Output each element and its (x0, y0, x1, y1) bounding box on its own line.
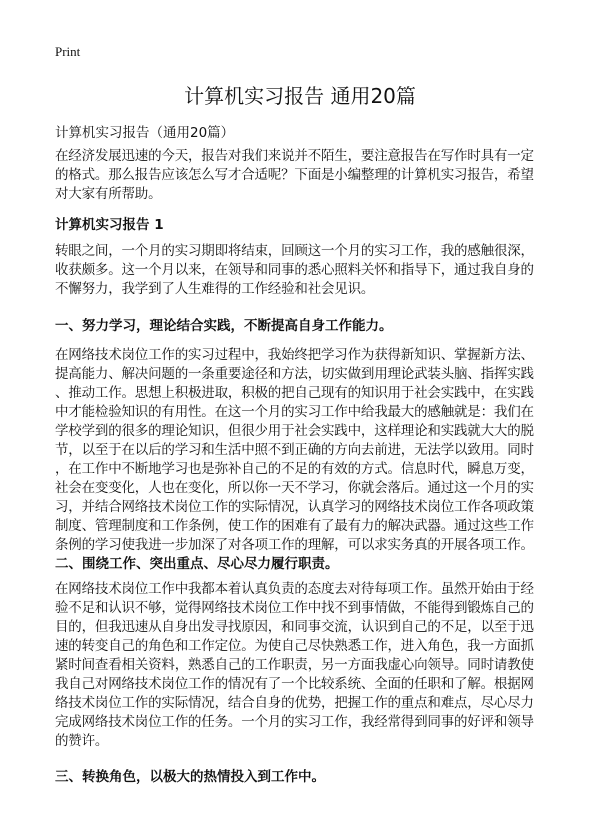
text-line: 不懈努力，我学到了人生难得的工作经验和社会见识。 (55, 281, 375, 297)
print-link[interactable]: Print (55, 44, 81, 59)
text-line: 节，以至于在以后的学习和生活中照不到正确的方向去前进，无法学以致用。同时 (55, 442, 534, 458)
text-line: 我自己对网络技术岗位工作的情况有了一个比较系统、全面的任职和了解。根据网 (55, 676, 534, 692)
section3-heading: 三、转换角色，以极大的热情投入到工作中。 (55, 769, 325, 785)
text-line: 转眼之间，一个月的实习期即将结束，回顾这一个月的实习工作，我的感触很深， (55, 243, 534, 259)
text-line: 中才能检验知识的有用性。在这一个月的实习工作中给我最大的感触就是：我们在 (55, 404, 534, 420)
text-line: 紧时间查看相关资料，熟悉自己的工作职责，另一方面我虚心向领导。同时请教使 (55, 657, 534, 673)
text-line: 验不足和认识不够，觉得网络技术岗位工作中找不到事情做，不能得到锻炼自己的 (55, 600, 534, 616)
text-line: 完成网络技术岗位工作的任务。一个月的实习工作，我经常得到同事的好评和领导 (55, 714, 534, 730)
document-subtitle: 计算机实习报告（通用20篇） (55, 125, 235, 141)
text-line: 在网络技术岗位工作中我都本着认真负责的态度去对待每项工作。虽然开始由于经 (55, 581, 534, 597)
text-line: 收获颇多。这一个月以来，在领导和同事的悉心照料关怀和指导下，通过我自身的 (55, 262, 534, 278)
text-line: 习，并结合网络技术岗位工作的实际情况，认真学习的网络技术岗位工作各项政策 (55, 499, 534, 515)
opening-paragraph (55, 242, 534, 299)
text-line: 目的，但我迅速从自身出发寻找原因，和同事交流，认识到自己的不足，以至于迅 (55, 619, 534, 635)
text-line: 络技术岗位工作的实际情况，结合自身的优势，把握工作的重点和难点，尽心尽力 (55, 695, 534, 711)
report-heading: 计算机实习报告 1 (55, 217, 164, 233)
section2-heading: 二、围绕工作、突出重点、尽心尽力履行职责。 (55, 556, 339, 572)
page-title: 计算机实习报告 通用20篇 (184, 84, 416, 108)
text-line: 、推动工作。思想上积极进取，积极的把自己现有的知识用于社会实践中，在实践 (55, 385, 534, 401)
text-line: 条例的学习使我进一步加深了对各项工作的理解，可以求实务真的开展各项工作。 (55, 537, 534, 553)
intro-paragraph (55, 147, 534, 204)
text-line: 制度、管理制度和工作条例，使工作的困难有了最有力的解决武器。通过这些工作 (55, 518, 534, 534)
section1-heading: 一、努力学习，理论结合实践，不断提高自身工作能力。 (55, 318, 393, 334)
text-line: 的格式。那么报告应该怎么写才合适呢？下面是小编整理的计算机实习报告，希望 (55, 167, 534, 183)
text-line: 提高能力、解决问题的一条重要途径和方法，切实做到用理论武装头脑、指挥实践 (55, 366, 534, 382)
text-line: 在网络技术岗位工作的实习过程中，我始终把学习作为获得新知识、掌握新方法、 (55, 347, 534, 363)
text-line: 速的转变自己的角色和工作定位。为使自己尽快熟悉工作，进入角色，我一方面抓 (55, 638, 534, 654)
text-line: 社会在变变化，人也在变化，所以你一天不学习，你就会落后。通过这一个月的实 (55, 480, 534, 496)
section1-paragraph (55, 346, 534, 555)
text-line: ，在工作中不断地学习也是弥补自己的不足的有效的方式。信息时代，瞬息万变， (55, 461, 534, 477)
section2-paragraph (55, 580, 534, 751)
text-line: 学校学到的很多的理论知识，但很少用于社会实践中，这样理论和实践就大大的脱 (55, 423, 534, 439)
text-line: 的赞许。 (55, 733, 109, 749)
text-line: 在经济发展迅速的今天，报告对我们来说并不陌生，要注意报告在写作时具有一定 (55, 148, 534, 164)
text-line: 对大家有所帮助。 (55, 186, 162, 202)
